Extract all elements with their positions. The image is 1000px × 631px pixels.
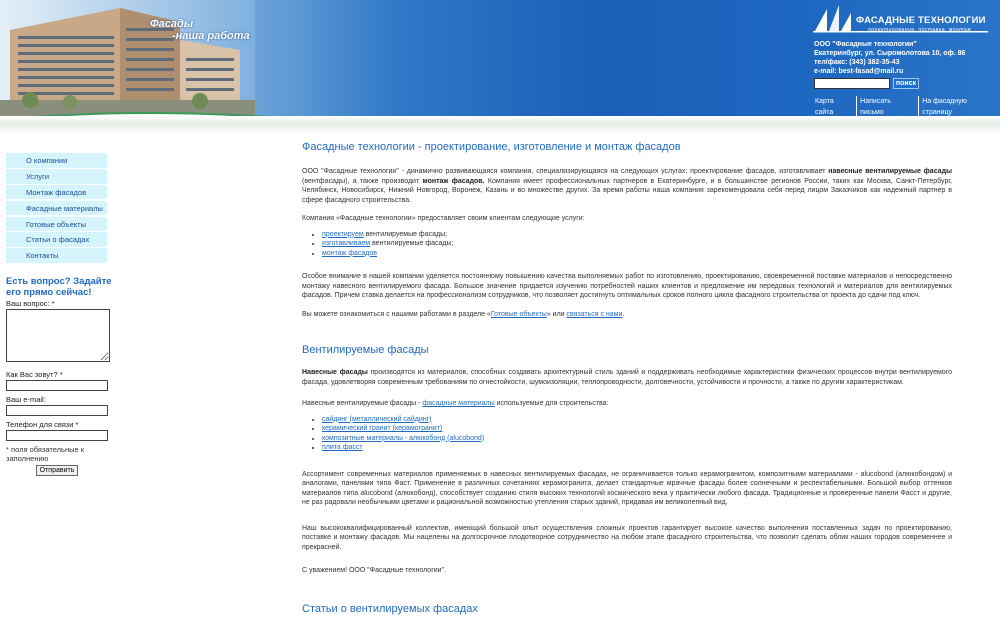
company-address: Екатеринбург, ул. Сыромолотова 10, оф. 86 xyxy=(814,50,966,57)
section-title-articles: Статьи о вентилируемых фасадах xyxy=(302,602,478,615)
main-content xyxy=(302,140,952,616)
quality-paragraph: Особое внимание в нашей компании уделяется постоянному повышению качества выполняемых работ по изготовлению, проектированию, своевременной поставке материалов и непосредственно монтажу навесного вентилируемого фасада. Большое значение придается изучению потребностей наших клиентов и предложение им передовых технологий и материалов для вентилируемых фасадов. Причем ставка делается на профессионализм сотрудников, что позволяет достигнуть оптимальных сроков полного цикла фасадного строительства от проекта до сдачи под ключ. xyxy=(302,273,952,299)
intro-paragraph xyxy=(302,167,952,205)
menu-item-objects[interactable]: Готовые объекты xyxy=(6,217,107,233)
phone-input[interactable] xyxy=(6,430,108,441)
menu-item-materials[interactable]: Фасадные материалы xyxy=(6,201,107,217)
works-text-1: Вы можете ознакомиться с нашими работами в разделе « xyxy=(302,310,491,318)
material-link-siding[interactable]: сайдинг (металлический сайдинг) xyxy=(322,415,432,423)
menu-item-contacts[interactable]: Контакты xyxy=(6,248,107,264)
menu-item-installation[interactable]: Монтаж фасадов xyxy=(6,185,107,201)
company-phone: тел/факс: (343) 382-35-43 xyxy=(814,59,900,66)
services-intro: Компания «Фасадные технологии» предоставляет своим клиентам следующие услуги: xyxy=(302,215,585,222)
name-label: Как Вас зовут? * xyxy=(6,370,63,379)
header-band xyxy=(0,116,1000,134)
menu-item-articles[interactable]: Статьи о фасадах xyxy=(6,232,107,248)
sidebar-menu xyxy=(6,153,107,264)
material-link-alucobond[interactable]: композитные материалы - алюкобонд (alucobond) xyxy=(322,434,485,442)
question-textarea[interactable] xyxy=(6,309,110,362)
menu-item-services[interactable]: Услуги xyxy=(6,169,107,185)
services-list xyxy=(322,230,952,259)
intro-bold-1: навесные вентилируемые фасады xyxy=(828,168,952,175)
intro-text-1: ООО "Фасадные технологии" - динамично развивающаяся компания, специализирующаяся на следующих услугах: проектирование фасадов, изготавливает xyxy=(302,168,826,175)
required-note: * поля обязательные к заполнению xyxy=(6,445,85,463)
list-item xyxy=(322,239,952,249)
hinged-bold: Навесные фасады xyxy=(302,369,368,376)
list-item xyxy=(322,434,952,444)
service-link-installation[interactable]: монтаж фасадов xyxy=(322,249,377,257)
facade-materials-link[interactable]: фасадные материалы xyxy=(422,400,495,407)
materials-intro xyxy=(302,399,952,409)
form-title: Есть вопрос? Задайте его прямо сейчас! xyxy=(6,276,112,298)
section-title-ventilated: Вентилируемые фасады xyxy=(302,344,429,356)
service-text: вентилируемые фасады; xyxy=(370,240,454,247)
works-text-3: . xyxy=(622,310,625,318)
materials-text-2: используемые для строительства: xyxy=(494,400,609,407)
team-paragraph: Наш высококвалифицированный коллектив, имеющий большой опыт осуществления сложных проектов гарантирует высокое качество выполнения поставленных задач по проектированию, поставке и монтажу фасадов. Мы нацелены на долгосрочное плодотворное сотрудничество на любом этапе фасадного строительства, что позволит сделать облик наших городов современнее и прекрасней. xyxy=(302,524,952,551)
phone-label: Телефон для связи * xyxy=(6,420,79,429)
menu-item-about[interactable]: О компании xyxy=(6,153,107,169)
search-button[interactable]: поиск xyxy=(893,78,919,89)
logo-subtitle: проектирование, поставка, монтаж xyxy=(868,27,972,33)
material-link-granite[interactable]: керамический гранит (керамогранит) xyxy=(322,425,443,432)
company-name: ООО "Фасадные технологии" xyxy=(814,41,917,48)
list-item xyxy=(322,443,952,453)
regards-text: С уважением! ООО "Фасадные технологии". xyxy=(302,567,447,574)
email-label: Ваш e-mail: xyxy=(6,395,46,404)
list-item xyxy=(322,424,952,434)
write-letter-link[interactable]: Написать письмо xyxy=(857,96,919,118)
facade-page-link[interactable]: На фасадную страницу xyxy=(922,98,967,116)
question-form xyxy=(6,276,116,476)
materials-text-1: Навесные вентилируемые фасады - xyxy=(302,400,423,407)
contact-us-link[interactable]: связаться с нами xyxy=(566,310,623,318)
header-contacts xyxy=(814,40,965,76)
hinged-paragraph xyxy=(302,368,952,387)
works-text-2: » или xyxy=(546,310,567,318)
assortment-paragraph: Ассортимент современных материалов применяемых в навесных вентилируемых фасадах, не ограничивается только керамогранитом, композитными материалами - alucobond (алюкобондом) и аналогами, панелями типа Фаст. Применение в различных сочетаниях керамогранита, делает стандартные мрачные фасады более солнечными и респектабельными. Большой выбор оттенков материалов типа alucobond (алюкобонд), способствует созданию стиля высоких технологий космического века у практически любого фасада. Традиционные и проверенные панели Фасст и другие, не раз радовали необычными цветами и рациональной возможностью утепления старых зданий, придавая им великолепный вид. xyxy=(302,470,952,506)
list-item xyxy=(322,415,952,425)
page-title: Фасадные технологии - проектирование, изготовление и монтаж фасадов xyxy=(302,141,681,153)
building-image xyxy=(0,0,255,118)
ready-objects-link[interactable]: Готовые объекты xyxy=(490,310,547,318)
material-link-fasst[interactable]: плита фасст xyxy=(322,444,363,451)
sitemap-link[interactable]: Карта сайта xyxy=(812,96,857,118)
service-text: вентилируемые фасады; xyxy=(363,230,448,238)
materials-list xyxy=(322,415,952,453)
service-link-manufacture[interactable]: изготавливаем xyxy=(322,240,371,247)
question-label: Ваш вопрос: * xyxy=(6,299,55,308)
company-email[interactable]: e-mail: best-fasad@mail.ru xyxy=(814,68,904,75)
works-paragraph xyxy=(302,310,952,320)
top-links xyxy=(812,96,1000,118)
name-input[interactable] xyxy=(6,380,108,391)
service-link-design[interactable]: проектируем xyxy=(322,230,364,238)
intro-text-2: (вентфасады), а также производит xyxy=(302,177,420,185)
hinged-text: производятся из материалов, способных создавать архитектурный стиль зданий и поддерживать необходимые характеристики физических процессов внутри вентилируемого фасада, удовлетворяя современным требованиям по огнестойкости, шумоизоляции, теплопроводности, долговечности, устойчивости и прочности, а также по другим характеристикам. xyxy=(302,369,952,386)
intro-text-3: Компания имеет профессиональных партнеров в Екатеринбурге, и в большинстве регионов России, таких как Москва, Санкт-Петербург, Челябинск, Новосибирск, Нижний Новгород, Воронеж, Казань и во множестве других. За время работы наша компания зарекомендовала себя перед лицом Заказчиков как надежный партнер в сфере фасадного строительства. xyxy=(302,177,953,204)
email-input[interactable] xyxy=(6,405,108,416)
list-item xyxy=(322,230,952,240)
search-input[interactable] xyxy=(814,78,890,89)
logo-text: ФАСАДНЫЕ ТЕХНОЛОГИИ xyxy=(856,15,986,26)
slogan-line1: Фасады xyxy=(150,18,194,30)
list-item xyxy=(322,249,952,259)
slogan-line2: -наша работа xyxy=(172,30,250,42)
intro-bold-2: монтаж фасадов. xyxy=(422,177,485,185)
submit-button[interactable]: Отправить xyxy=(36,465,78,476)
